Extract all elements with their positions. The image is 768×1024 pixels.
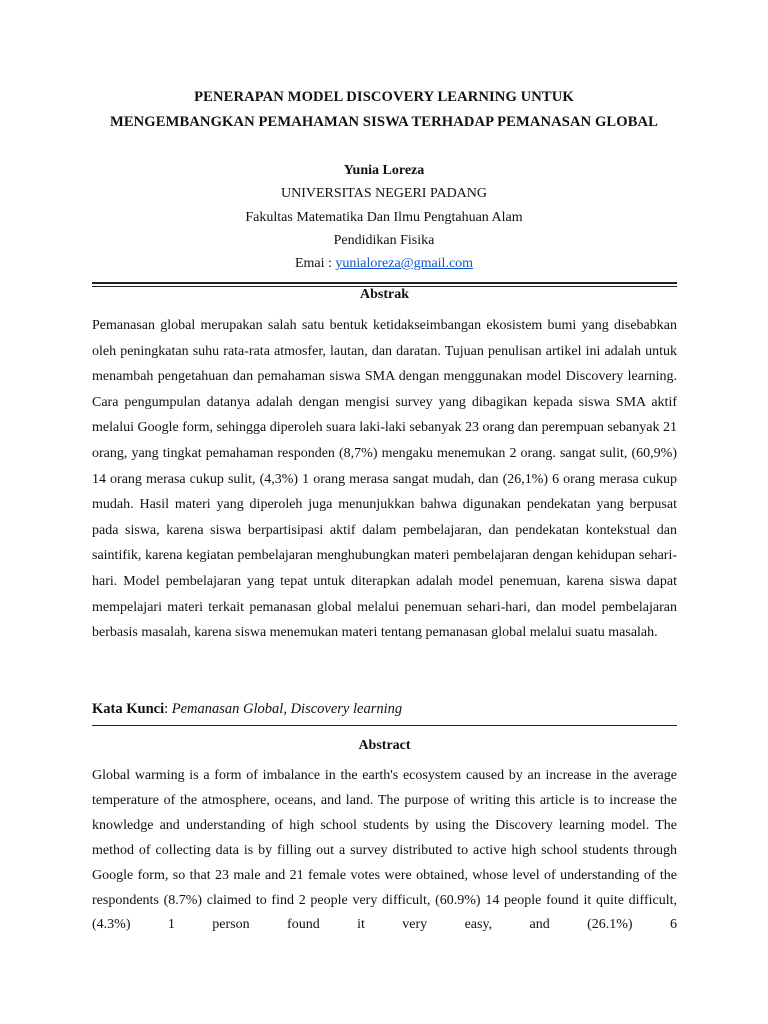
keywords-values: Pemanasan Global, Discovery learning bbox=[171, 701, 403, 717]
keywords-label: Kata Kunci bbox=[92, 701, 165, 717]
abstrak-body: Pemanasan global merupakan salah satu bentuk ketidakseimbangan ekosistem bumi yang disebabkan oleh peningkatan suhu rata-rata atmosfer, lautan, dan daratan. Tujuan penulisan artikel ini adalah untuk menambah pengetahuan dan pemahaman siswa SMA dengan menggunakan model Discovery learning. Cara pengumpulan datanya adalah dengan mengisi survey yang dibagikan kepada siswa SMA aktif melalui Google form, sehingga diperoleh suara laki-laki sebanyak 23 orang dan perempuan sebanyak 21 orang, yang tingkat pemahaman responden (8,7%) mengaku menemukan 2 orang. sangat sulit, (60,9%) 14 orang merasa cukup sulit, (4,3%) 1 orang merasa sangat mudah, dan (26,1%) 6 orang merasa cukup mudah. Hasil materi yang diperoleh juga menunjukkan bahwa digunakan pendekatan yang berpusat pada siswa, karena siswa berpartisipasi aktif dalam pembelajaran, dan pendekatan kontekstual dan saintifik, karena kegiatan pembelajaran menghubungkan materi pembelajaran dengan kehidupan sehari-hari. Model pembelajaran yang tepat untuk diterapkan adalah model penemuan, karena siswa dapat mempelajari materi terkait pemanasan global melalui penemuan sehari-hari, dan model pembelajaran berbasis masalah, karena siswa menemukan materi tentang pemanasan global melalui suatu masalah. bbox=[92, 318, 677, 641]
paper-title-line-1: PENERAPAN MODEL DISCOVERY LEARNING UNTUK bbox=[194, 89, 574, 105]
paper-title-line-2: MENGEMBANGKAN PEMAHAMAN SISWA TERHADAP PEMANASAN GLOBAL bbox=[109, 114, 659, 130]
author-email-line bbox=[60, 254, 708, 274]
keywords-separator: : bbox=[164, 701, 172, 717]
keywords-line bbox=[92, 699, 677, 719]
author-faculty: Fakultas Matematika Dan Ilmu Pengtahuan Alam bbox=[245, 210, 523, 225]
abstract-body: Global warming is a form of imbalance in the earth's ecosystem caused by an increase in the average temperature of the atmosphere, oceans, and land. The purpose of writing this article is to increase the knowledge and understanding of high school students by using the Discovery learning model. The method of collecting data is by filling out a survey distributed to active high school students through Google form, so that 23 male and 21 female votes were obtained, whose level of understanding of the respondents (8.7%) claimed to find 2 people very difficult, (60.9%) 14 people found it quite difficult, (4.3%) 1 person found it very easy, and (26.1%) 6 bbox=[92, 768, 677, 933]
author-university: UNIVERSITAS NEGERI PADANG bbox=[280, 186, 488, 201]
author-department: Pendidikan Fisika bbox=[333, 233, 435, 248]
email-label: Emai : bbox=[294, 256, 336, 271]
section-divider bbox=[92, 725, 677, 726]
abstract-heading: Abstract bbox=[358, 738, 411, 753]
header-divider-thick bbox=[92, 282, 677, 284]
author-name: Yunia Loreza bbox=[343, 163, 425, 178]
email-link[interactable]: yunialoreza@gmail.com bbox=[335, 256, 474, 271]
abstrak-heading: Abstrak bbox=[359, 287, 409, 302]
